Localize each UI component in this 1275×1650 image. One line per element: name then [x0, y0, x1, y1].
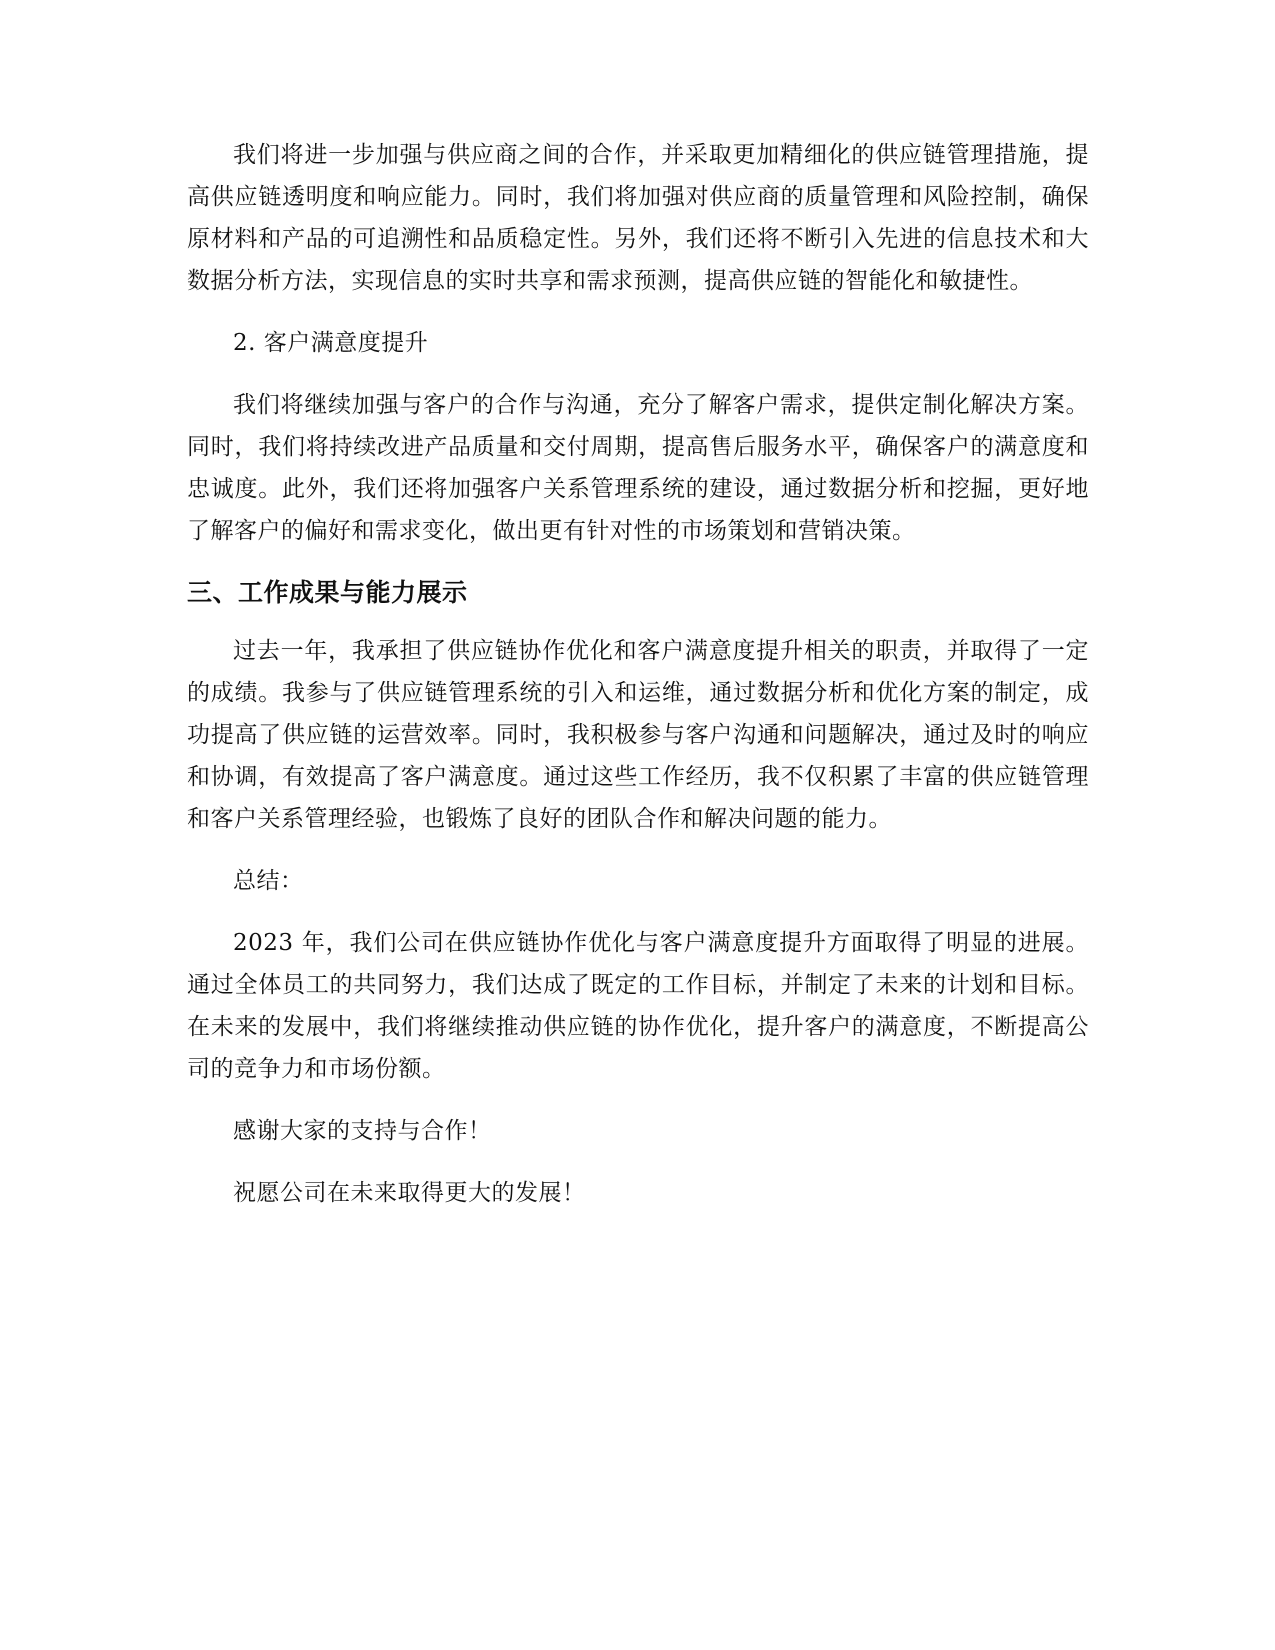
wishes-line: 祝愿公司在未来取得更大的发展！ — [233, 1180, 586, 1206]
paragraph-customer-satisfaction: 我们将继续加强与客户的合作与沟通，充分了解客户需求，提供定制化解决方案。同时，我们将持续改进产品质量和交付周期，提高售后服务水平，确保客户的满意度和忠诚度。此外，我们还将加强客户关系管理系统的建设，通过数据分析和挖掘，更好地了解客户的偏好和需求变化，做出更有针对性的市场策划和营销决策。 — [187, 392, 1089, 544]
summary-label: 总结： — [233, 868, 304, 894]
section-heading-achievements: 三、工作成果与能力展示 — [187, 578, 468, 607]
paragraph-supply-chain-plan: 我们将进一步加强与供应商之间的合作，并采取更加精细化的供应链管理措施，提高供应链透明度和响应能力。同时，我们将加强对供应商的质量管理和风险控制，确保原材料和产品的可追溯性和品质稳定性。另外，我们还将不断引入先进的信息技术和大数据分析方法，实现信息的实时共享和需求预测，提高供应链的智能化和敏捷性。 — [187, 142, 1089, 294]
paragraph-achievements: 过去一年，我承担了供应链协作优化和客户满意度提升相关的职责，并取得了一定的成绩。我参与了供应链管理系统的引入和运维，通过数据分析和优化方案的制定，成功提高了供应链的运营效率。同时，我积极参与客户沟通和问题解决，通过及时的响应和协调，有效提高了客户满意度。通过这些工作经历，我不仅积累了丰富的供应链管理和客户关系管理经验，也锻炼了良好的团队合作和解决问题的能力。 — [187, 638, 1089, 832]
document-page — [187, 134, 1089, 1234]
paragraph-summary: 2023 年，我们公司在供应链协作优化与客户满意度提升方面取得了明显的进展。通过全体员工的共同努力，我们达成了既定的工作目标，并制定了未来的计划和目标。在未来的发展中，我们将继续推动供应链的协作优化，提升客户的满意度，不断提高公司的竞争力和市场份额。 — [187, 930, 1089, 1082]
thanks-line: 感谢大家的支持与合作！ — [233, 1118, 492, 1144]
item-customer-satisfaction-title: 2. 客户满意度提升 — [233, 330, 429, 356]
